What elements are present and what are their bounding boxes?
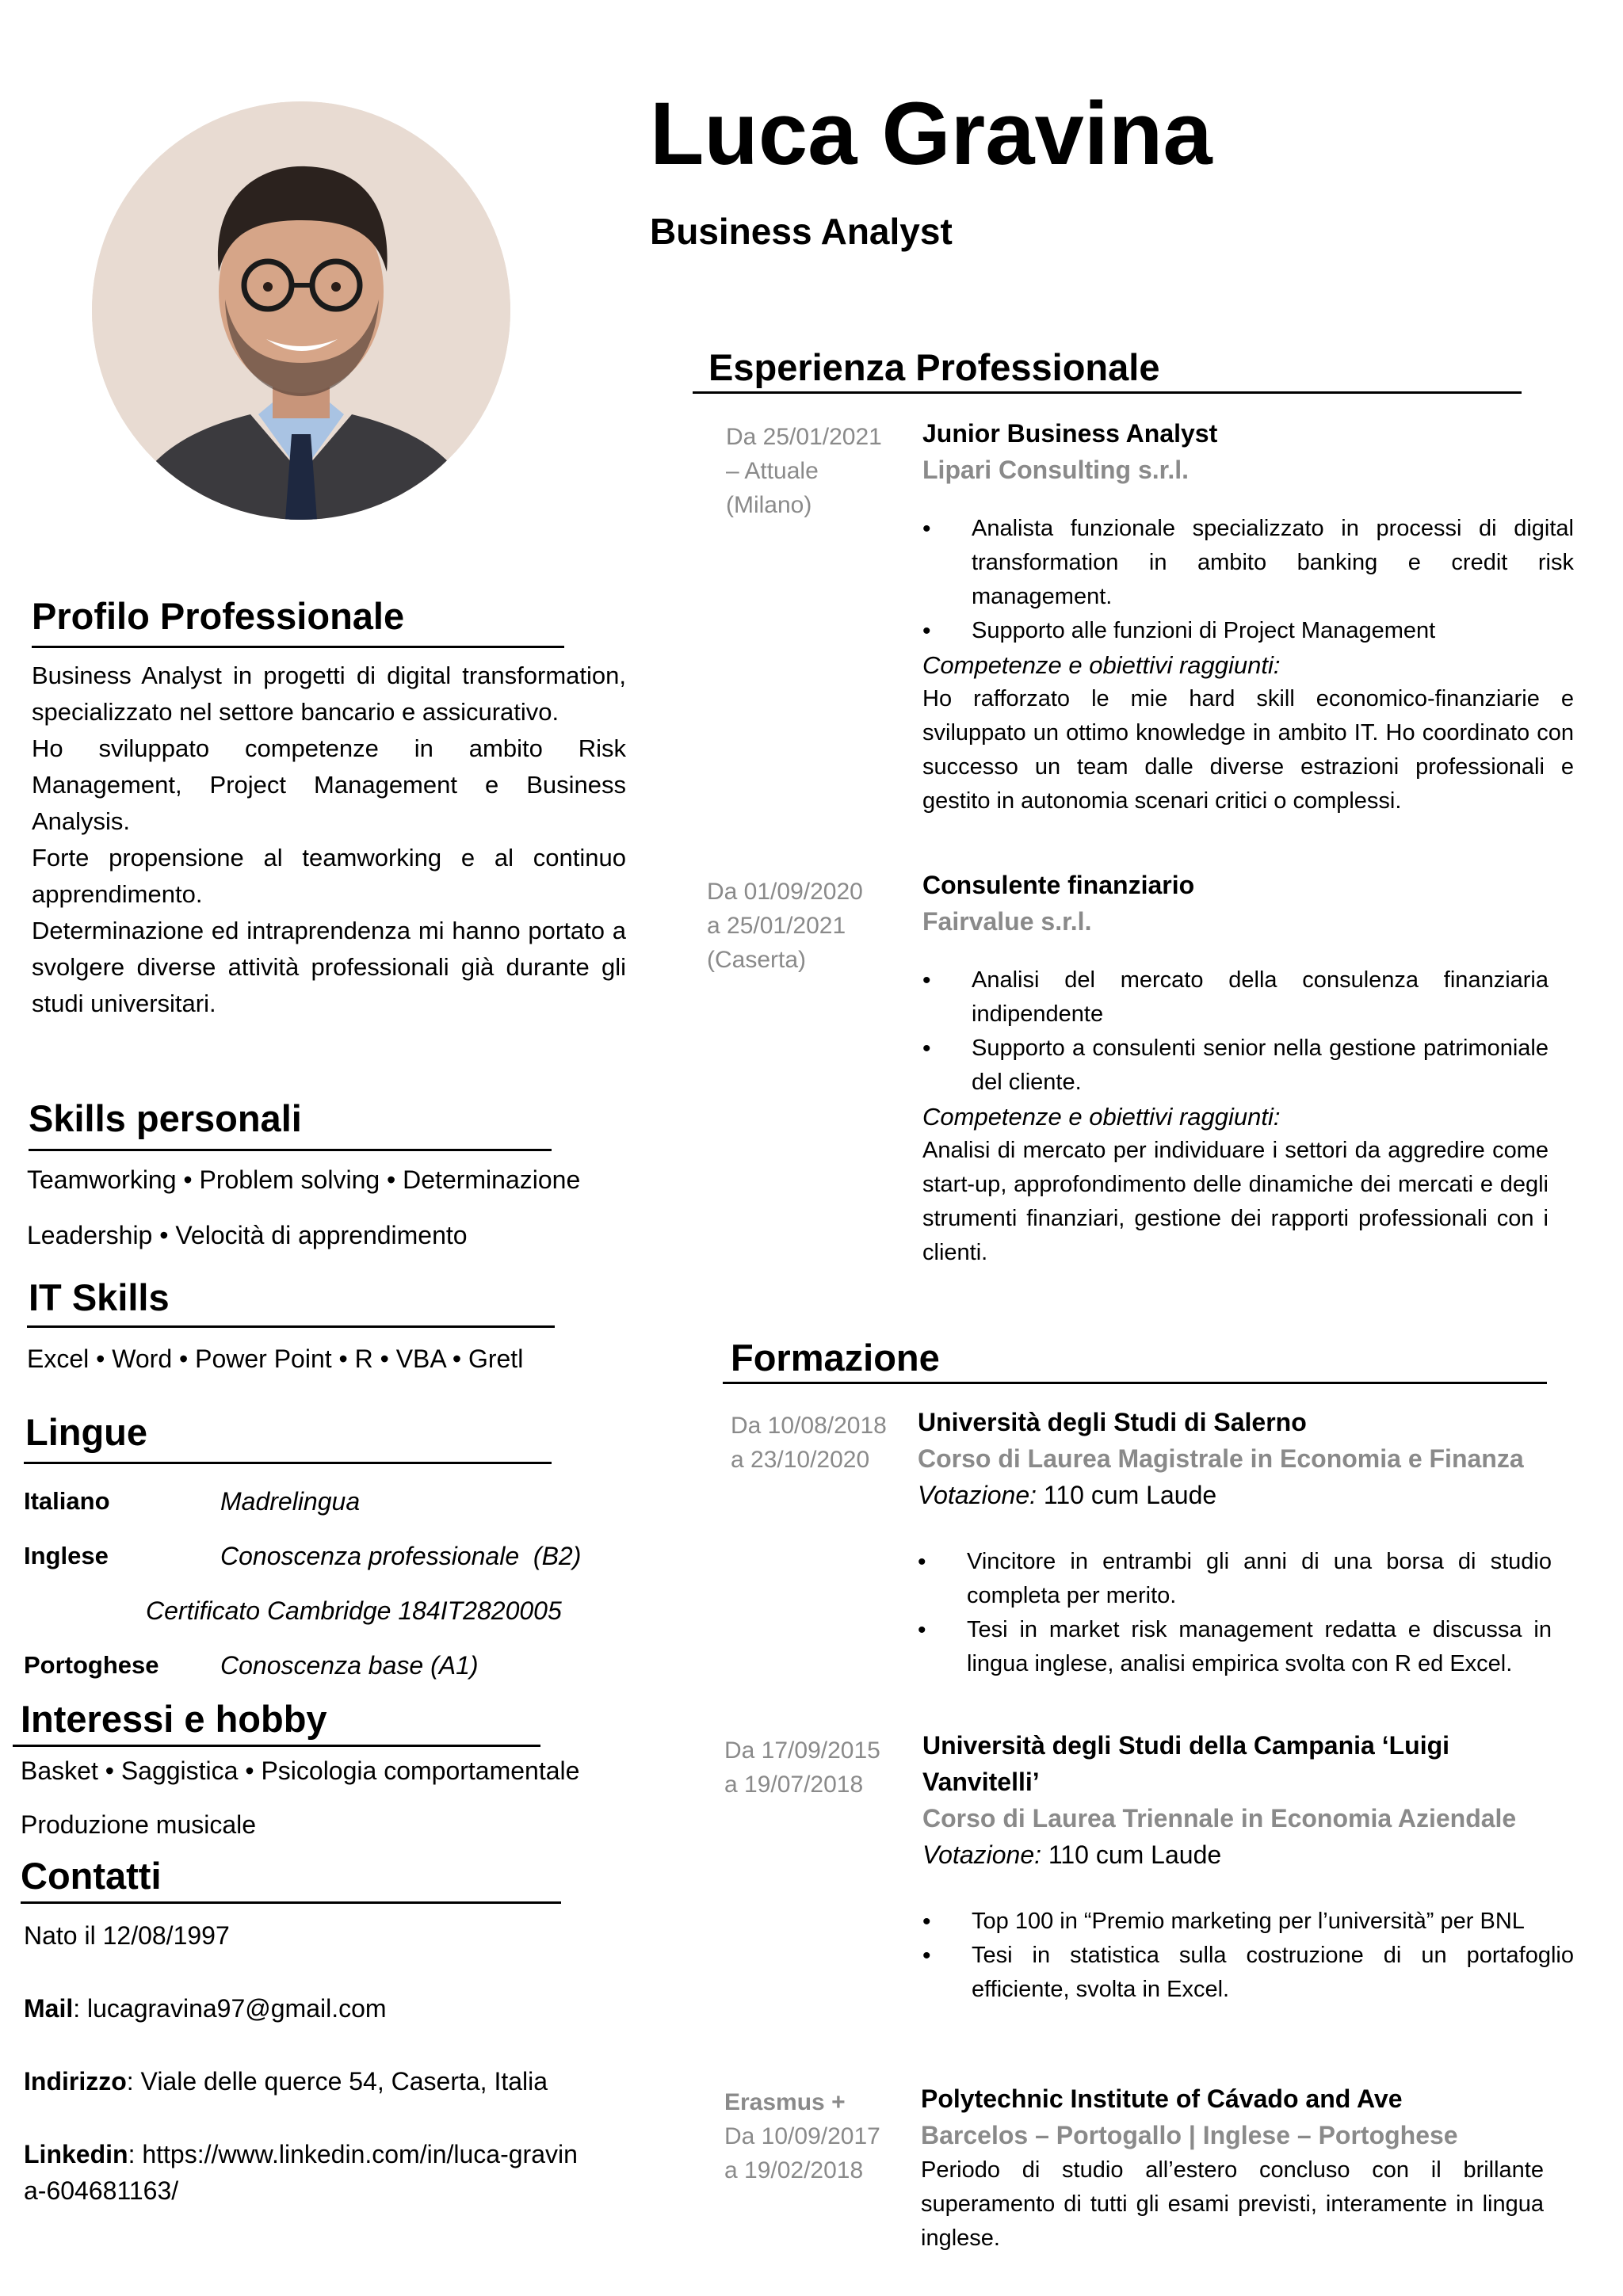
job-title: Junior Business Analyst <box>922 419 1218 448</box>
contact-linkedin-label: Linkedin <box>24 2140 128 2168</box>
hobbies-line: Basket • Saggistica • Psicologia comportamentale <box>21 1756 580 1785</box>
job-title: Consulente finanziario <box>922 871 1195 899</box>
language-row <box>24 1647 626 1702</box>
profile-paragraph: Determinazione ed intraprendenza mi hanno portato a svolgere diverse attività professionali già durante gli studi universitari. <box>32 917 626 1017</box>
experience-rule <box>693 391 1522 394</box>
edu-vote-label: Votazione: <box>922 1840 1042 1869</box>
profile-paragraph: Ho sviluppato competenze in ambito Risk Management, Project Management e Business Analysis. <box>32 734 626 835</box>
edu-course: Barcelos – Portogallo | Inglese – Portoghese <box>921 2121 1458 2149</box>
profile-paragraph: Business Analyst in progetti di digital transformation, specializzato nel settore bancario e assicurativo. <box>32 662 626 726</box>
edu-entry <box>922 1727 1574 2007</box>
job-skills-label: Competenze e obiettivi raggiunti: <box>922 651 1281 679</box>
edu-entry <box>918 1404 1552 1681</box>
job-company: Lipari Consulting s.r.l. <box>922 456 1190 484</box>
profile-rule <box>32 646 564 648</box>
it-skills-heading: IT Skills <box>29 1276 170 1318</box>
job-company: Fairvalue s.r.l. <box>922 907 1092 936</box>
edu-date: Da 10/08/2018 a 23/10/2020 <box>731 1413 887 1473</box>
job-date: Da 25/01/2021 – Attuale (Milano) <box>726 424 882 518</box>
edu-date: Da 17/09/2015 a 19/07/2018 <box>724 1737 880 1798</box>
skills-heading: Skills personali <box>29 1097 302 1139</box>
contacts-rule <box>21 1901 561 1904</box>
contacts-heading: Contatti <box>21 1855 162 1897</box>
language-level: Madrelingua <box>220 1487 361 1516</box>
job-skills-text: Ho rafforzato le mie hard skill economico-finanziarie e sviluppato un ottimo knowledge in ambito IT. Ho coordinato con successo un team dalle diverse estrazioni professionali e gestito in autonomia scenari critici o complessi. <box>922 686 1574 814</box>
contact-linkedin <box>24 2136 586 2209</box>
hobbies-rule <box>13 1745 540 1747</box>
hobbies-line: Produzione musicale <box>21 1810 257 1839</box>
contact-address-value: : Viale delle querce 54, Caserta, Italia <box>126 2067 548 2096</box>
job-bullets <box>922 512 1574 648</box>
language-name: Italiano <box>24 1487 110 1515</box>
job-bullets <box>922 963 1549 1100</box>
languages-heading: Lingue <box>25 1411 148 1453</box>
edu-school: Università degli Studi della Campania ‘Luigi Vanvitelli’ <box>922 1731 1450 1796</box>
job-bullet: • Supporto alle funzioni di Project Management <box>922 614 1574 648</box>
edu-bullets <box>922 1905 1574 2007</box>
edu-vote <box>918 1477 1552 1513</box>
edu-text: Periodo di studio all’estero concluso con il brillante superamento di tutti gli esami previsti, interamente in lingua inglese. <box>921 2157 1544 2251</box>
language-name: Inglese <box>24 1542 109 1569</box>
education-rule <box>723 1382 1547 1384</box>
hobbies-heading: Interessi e hobby <box>21 1698 327 1740</box>
job-bullet: • Analista funzionale specializzato in processi di digital transformation in ambito banking e credit risk management. <box>922 512 1574 614</box>
job-entry <box>922 867 1549 1270</box>
experience-heading: Esperienza Professionale <box>708 346 1160 388</box>
edu-vote-value: 110 cum Laude <box>1041 1840 1222 1869</box>
language-certificate: Certificato Cambridge 184IT2820005 <box>146 1596 562 1625</box>
skills-line: Teamworking • Problem solving • Determinazione <box>27 1165 581 1194</box>
edu-bullet: • Vincitore in entrambi gli anni di una borsa di studio completa per merito. <box>918 1545 1552 1613</box>
edu-bullet: • Tesi in market risk management redatta e discussa in lingua inglese, analisi empirica svolta con R ed Excel. <box>918 1613 1552 1681</box>
job-date: Da 01/09/2020 a 25/01/2021 (Caserta) <box>707 879 863 973</box>
contact-mail-value[interactable]: : lucagravina97@gmail.com <box>73 1994 387 2023</box>
contact-linkedin-value[interactable]: : https://www.linkedin.com/in/luca-gravina-604681163/ <box>24 2140 578 2205</box>
profile-photo <box>92 101 510 520</box>
person-name: Luca Gravina <box>650 84 1212 183</box>
language-row <box>24 1483 626 1538</box>
edu-school: Università degli Studi di Salerno <box>918 1408 1307 1436</box>
contact-mail-label: Mail <box>24 1994 74 2023</box>
contact-mail <box>24 1990 387 2027</box>
job-skills-label: Competenze e obiettivi raggiunti: <box>922 1103 1281 1131</box>
skills-line: Leadership • Velocità di apprendimento <box>27 1221 468 1249</box>
portrait-illustration <box>92 101 510 520</box>
edu-date: Da 10/09/2017 a 19/02/2018 <box>724 2123 880 2183</box>
profile-text <box>32 658 626 1022</box>
edu-entry <box>921 2081 1544 2256</box>
language-row <box>24 1592 626 1647</box>
contact-birth: Nato il 12/08/1997 <box>24 1921 230 1950</box>
job-entry <box>922 415 1574 818</box>
job-skills-text: Analisi di mercato per individuare i settori da aggredire come start-up, approfondimento delle dinamiche dei mercati e degli strumenti finanziari, gestione dei rapporti professionali con i clienti. <box>922 1138 1549 1265</box>
language-row <box>24 1538 626 1592</box>
profile-paragraph: Forte propensione al teamworking e al continuo apprendimento. <box>32 844 626 908</box>
languages-rule <box>24 1462 552 1464</box>
edu-course: Corso di Laurea Magistrale in Economia e Finanza <box>918 1444 1524 1473</box>
edu-vote-label: Votazione: <box>918 1481 1037 1509</box>
edu-vote <box>922 1836 1574 1873</box>
job-bullet: • Supporto a consulenti senior nella gestione patrimoniale del cliente. <box>922 1032 1549 1100</box>
contact-address-label: Indirizzo <box>24 2067 127 2096</box>
edu-date-label: Erasmus + <box>724 2089 846 2115</box>
languages-list <box>24 1483 626 1702</box>
person-role: Business Analyst <box>650 211 953 252</box>
language-level: Conoscenza professionale (B2) <box>220 1542 582 1570</box>
edu-course: Corso di Laurea Triennale in Economia Aziendale <box>922 1804 1517 1833</box>
education-heading: Formazione <box>731 1337 940 1379</box>
it-skills-rule <box>27 1325 555 1328</box>
it-skills-line: Excel • Word • Power Point • R • VBA • Gretl <box>27 1344 524 1373</box>
edu-date-block <box>724 2085 915 2187</box>
edu-bullet: • Top 100 in “Premio marketing per l’università” per BNL <box>922 1905 1574 1939</box>
profile-heading: Profilo Professionale <box>32 595 405 637</box>
contact-address <box>24 2063 548 2100</box>
edu-bullet: • Tesi in statistica sulla costruzione di un portafoglio efficiente, svolta in Excel. <box>922 1939 1574 2007</box>
edu-bullets <box>918 1545 1552 1681</box>
language-name: Portoghese <box>24 1651 159 1679</box>
edu-vote-value: 110 cum Laude <box>1037 1481 1217 1509</box>
job-bullet: • Analisi del mercato della consulenza finanziaria indipendente <box>922 963 1549 1032</box>
language-level: Conoscenza base (A1) <box>220 1651 479 1680</box>
edu-school: Polytechnic Institute of Cávado and Ave <box>921 2084 1403 2113</box>
skills-rule <box>29 1149 552 1151</box>
